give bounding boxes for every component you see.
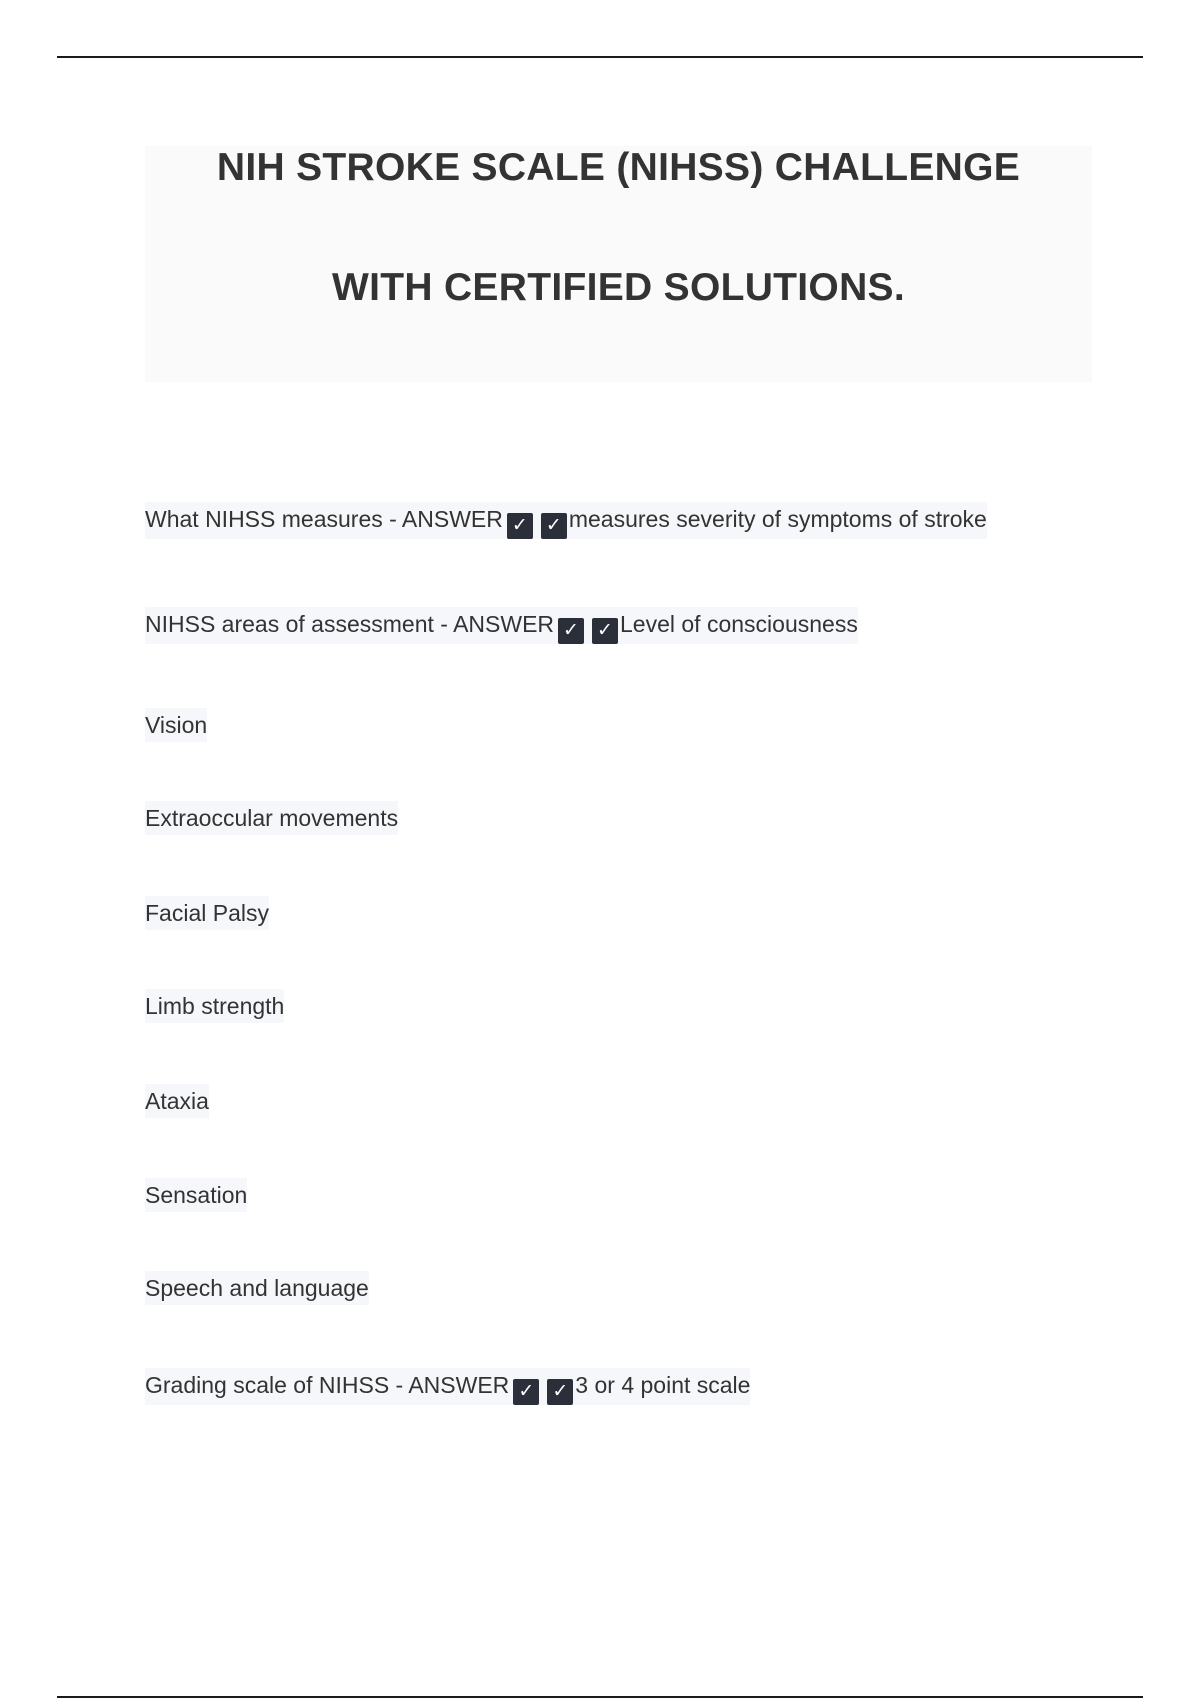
checkmark-icon: ✓ (513, 1379, 539, 1405)
list-item: Ataxia (145, 1084, 209, 1118)
checkmark-icon: ✓ (592, 618, 618, 644)
checkmark-icon: ✓ (541, 513, 567, 539)
answer-text: 3 or 4 point scale (575, 1372, 751, 1398)
qa-item (145, 502, 987, 539)
bottom-rule (57, 1696, 1143, 1698)
document-title-line-2: WITH CERTIFIED SOLUTIONS. (332, 266, 905, 309)
qa-item (145, 1368, 750, 1405)
document-title-line-1: NIH STROKE SCALE (NIHSS) CHALLENGE (216, 146, 1021, 189)
question-text: What NIHSS measures - ANSWER (145, 506, 503, 532)
list-item: Sensation (145, 1178, 247, 1212)
checkmark-icon: ✓ (507, 513, 533, 539)
list-item: Limb strength (145, 989, 284, 1023)
question-text: Grading scale of NIHSS - ANSWER (145, 1372, 510, 1398)
qa-item (145, 607, 858, 644)
answer-text: measures severity of symptoms of stroke (568, 506, 987, 532)
list-item: Extraoccular movements (145, 801, 398, 835)
checkmark-icon: ✓ (558, 618, 584, 644)
list-item: Vision (145, 708, 207, 742)
question-text: NIHSS areas of assessment - ANSWER (145, 611, 555, 637)
answer-text: Level of consciousness (620, 611, 858, 637)
title-block (145, 146, 1092, 382)
top-rule (57, 56, 1143, 58)
list-item: Speech and language (145, 1271, 369, 1305)
list-item: Facial Palsy (145, 896, 269, 930)
checkmark-icon: ✓ (547, 1379, 573, 1405)
